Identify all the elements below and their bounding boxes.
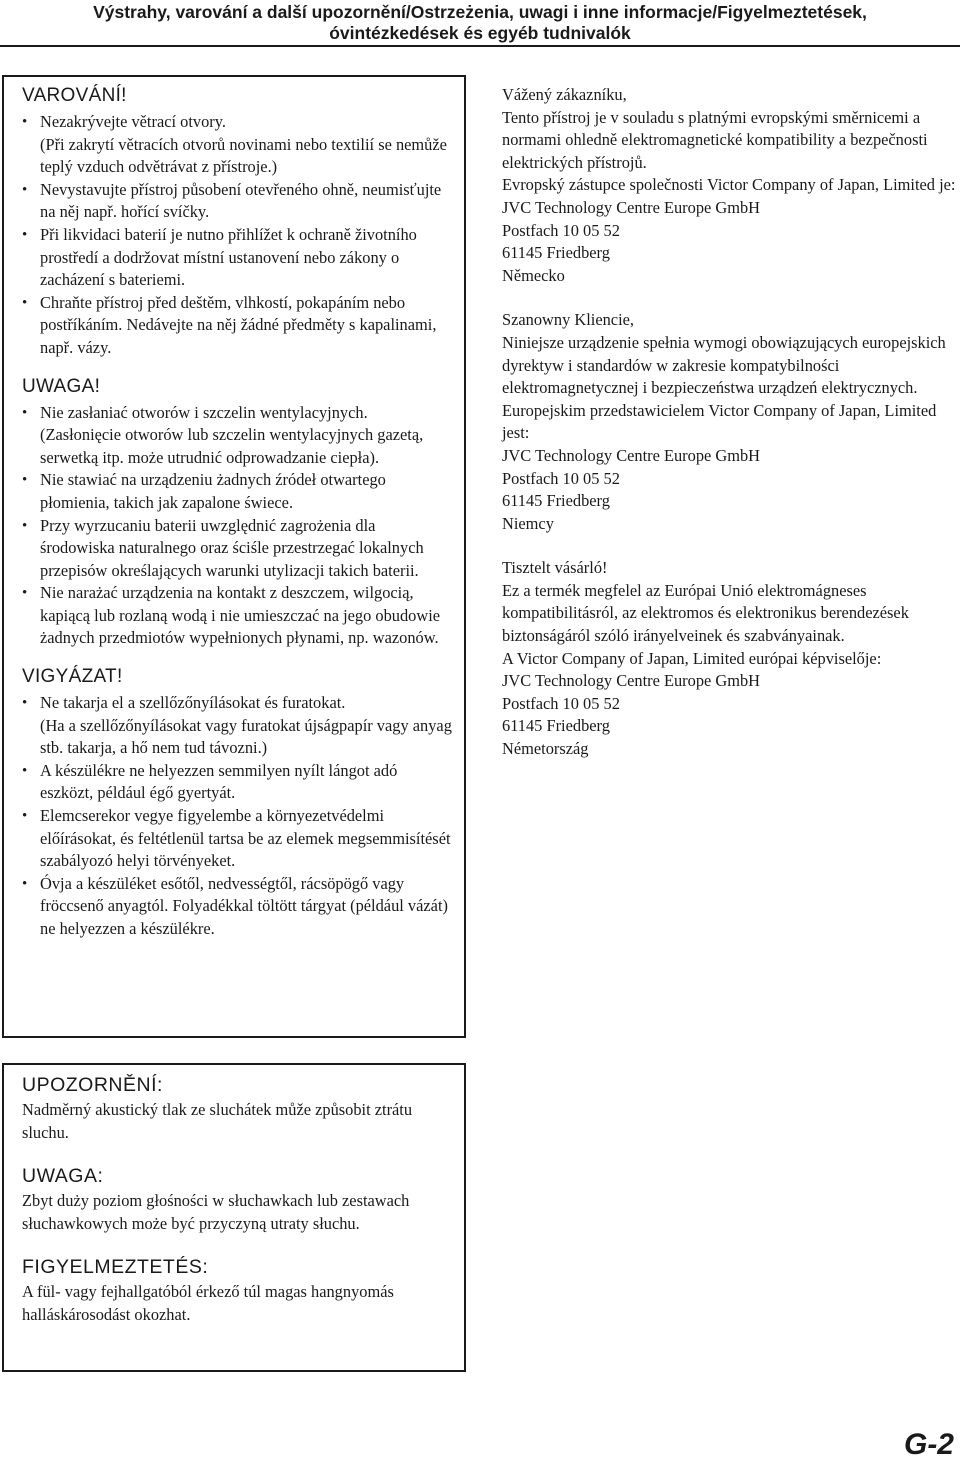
declaration-cz [502,84,958,287]
notice-heading-pl: UWAGA: [22,1165,104,1188]
warning-section-pl [22,376,454,651]
warning-list-pl [22,402,454,651]
list-item: • Óvja a készüléket esőtől, nedvességtől, rácsöpögő vagy fröccsenő anyagtól. Folyadékkal töltött tárgyat (például vázát) ne helyezzen a készülékre. [22,873,454,941]
notice-section-pl [22,1164,454,1235]
declaration-hu [502,557,958,760]
header-title-line-1: Výstrahy, varování a další upozornění/Ostrzeżenia, uwagi i inne informacje/Figyelmeztetések, [93,2,867,22]
list-item: • Nie narażać urządzenia na kontakt z deszczem, wilgocią, kapiącą lub rozlaną wodą i nie umieszczać na jego obudowie żadnych przedmiotów wypełnionych płynami, np. wazonów. [22,582,454,650]
list-item: • Nezakrývejte větrací otvory. (Při zakrytí větracích otvorů novinami nebo textilií se nemůže teplý vzduch odvětrávat z přístroje.) [22,111,454,179]
list-item: • Nie stawiać na urządzeniu żadnych źródeł otwartego płomienia, takich jak zapalone świece. [22,469,454,514]
notice-text-pl: Zbyt duży poziom głośności w słuchawkach lub zestawach słuchawkowych może być przyczyną utraty słuchu. [22,1191,410,1233]
list-item: • Chraňte přístroj před deštěm, vlhkostí, pokapáním nebo postříkáním. Nedávejte na něj žádné předměty s kapalinami, např. vázy. [22,292,454,360]
list-item: • Elemcserekor vegye figyelembe a környezetvédelmi előírásokat, és feltétlenül tartsa be az elemek megsemmisítését szabályozó helyi törvényeket. [22,805,454,873]
list-item: • A készülékre ne helyezzen semmilyen nyílt lángot adó eszközt, például égő gyertyát. [22,760,454,805]
warning-heading-hu: VIGYÁZAT! [22,666,123,688]
notice-text-cz: Nadměrný akustický tlak ze sluchátek může způsobit ztrátu sluchu. [22,1100,413,1142]
notice-section-cz [22,1073,454,1144]
warnings-box [2,75,466,1038]
list-item: • Při likvidaci baterií je nutno přihlížet k ochraně životního prostředí a dodržovat místní ustanovení nebo zákony o zacházení s bateriemi. [22,224,454,292]
declaration-text-hu: Tisztelt vásárló! Ez a termék megfelel az Európai Unió elektromágneses kompatibilitásról, az elektromos és elektronikus berendezések biztonságáról szóló irányelveinek és szabványainak. A Victor Company of Japan, Limited európai képviselője: JVC Technology Centre Europe GmbH Postfach 10 05 52 61145 Friedberg Németország [502,558,909,759]
warning-section-hu [22,666,454,941]
warning-list-hu [22,692,454,941]
page-number: G-2 [903,1428,954,1461]
list-item: • Nevystavujte přístroj působení otevřeného ohně, neumisťujte na něj např. hořící svíčky. [22,179,454,224]
declaration-text-cz: Vážený zákazníku, Tento přístroj je v souladu s platnými evropskými směrnicemi a normami ohledně elektromagnetické kompatibility a bezpečnosti elektrických přístrojů. Evropský zástupce společnosti Victor Company of Japan, Limited je: JVC Technology Centre Europe GmbH Postfach 10 05 52 61145 Friedberg Německo [502,85,956,285]
warning-heading-cz: VAROVÁNÍ! [22,85,127,106]
notice-section-hu [22,1255,454,1326]
list-item: • Ne takarja el a szellőzőnyílásokat és furatokat. (Ha a szellőzőnyílásokat vagy furatokat újságpapír vagy anyag stb. takarja, a hő nem tud távozni.) [22,692,454,760]
declaration-pl [502,309,958,535]
header-divider [0,45,960,47]
warning-list-cz [22,111,454,360]
header-title-line-2: óvintézkedések és egyéb tudnivalók [329,23,631,43]
notice-text-hu: A fül- vagy fejhallgatóból érkező túl magas hangnyomás halláskárosodást okozhat. [22,1282,394,1324]
page-header [0,0,960,48]
list-item: • Nie zasłaniać otworów i szczelin wentylacyjnych. (Zasłonięcie otworów lub szczelin wentylacyjnych gazetą, serwetką itp. może utrudnić odprowadzanie ciepła). [22,402,454,470]
list-item: • Przy wyrzucaniu baterii uwzględnić zagrożenia dla środowiska naturalnego oraz ściśle przestrzegać lokalnych przepisów określających warunki utylizacji takich baterii. [22,515,454,583]
notice-heading-hu: FIGYELMEZTETÉS: [22,1256,209,1279]
hearing-notice-box [2,1063,466,1372]
warning-heading-pl: UWAGA! [22,375,101,397]
warning-section-cz [22,85,454,360]
declaration-text-pl: Szanowny Kliencie, Niniejsze urządzenie spełnia wymogi obowiązujących europejskich dyrektyw i standardów w zakresie kompatybilności elektromagnetycznej i bezpieczeństwa urządzeń elektrycznych. Europejskim przedstawicielem Victor Company of Japan, Limited jest: JVC Technology Centre Europe GmbH Postfach 10 05 52 61145 Friedberg Niemcy [502,310,946,533]
declarations-column [502,84,958,783]
notice-heading-cz: UPOZORNĚNÍ: [22,1074,163,1096]
